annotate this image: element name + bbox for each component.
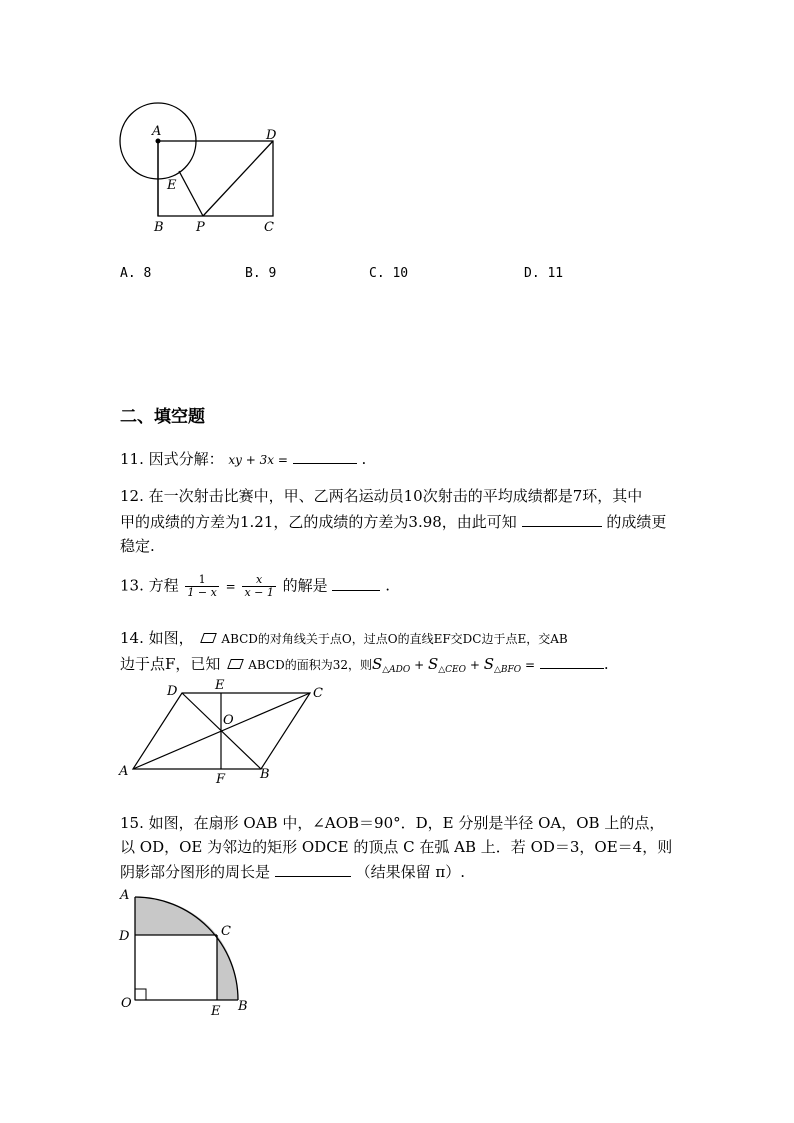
question-15-line3	[120, 862, 465, 881]
q13-frac1-numerator: 1	[185, 574, 218, 587]
label-e: E	[215, 678, 225, 693]
label-c: C	[264, 220, 274, 235]
q14-equals: =	[521, 658, 536, 672]
q14-s2: S	[427, 655, 439, 673]
shaded-region-top	[135, 897, 217, 935]
parallelogram-symbol-icon	[227, 659, 244, 669]
q13-prefix: 13. 方程	[120, 576, 179, 595]
q14-s2-sub: △CEO	[438, 665, 467, 675]
label-p: P	[196, 220, 205, 235]
q13-frac2-numerator: x	[242, 574, 275, 587]
segment-pd	[203, 141, 273, 216]
section-title: 二、填空题	[120, 407, 205, 427]
q13-answer-blank[interactable]	[332, 576, 380, 591]
q15-line3-end: （结果保留 π）.	[355, 863, 465, 881]
question-12-line1: 12. 在一次射击比赛中，甲、乙两名运动员10次射击的平均成绩都是7环，其中	[120, 487, 643, 505]
q11-answer-blank[interactable]	[293, 449, 357, 464]
label-c: C	[313, 686, 323, 701]
question-11	[120, 449, 366, 468]
q13-suffix-text: 的解是	[282, 576, 328, 595]
q14-line2-text: ABCD的面积为32，则	[248, 658, 372, 672]
question-13	[120, 574, 390, 599]
q11-expression: xy + 3x =	[228, 453, 288, 467]
q15-answer-blank[interactable]	[275, 862, 351, 877]
question-14-line2	[120, 654, 609, 676]
question-15-line1: 15. 如图，在扇形 OAB 中，∠AOB＝90°．D，E 分别是半径 OA，OB 上的点，	[120, 814, 665, 832]
parallelogram-symbol-icon	[201, 633, 218, 643]
label-o: O	[223, 713, 234, 728]
label-e: E	[167, 178, 177, 193]
figure-sector	[115, 885, 260, 1020]
point-a	[156, 139, 161, 144]
q14-end: .	[603, 655, 609, 673]
label-c: C	[221, 924, 231, 939]
q14-line1-text: ABCD的对角线关于点O，过点O的直线EF交DC边于点E，交AB	[221, 632, 568, 646]
label-e: E	[211, 1004, 221, 1019]
label-b: B	[260, 767, 270, 782]
q14-s1: S	[371, 655, 383, 673]
choice-a[interactable]: A. 8	[120, 266, 152, 281]
label-o: O	[121, 996, 132, 1011]
q14-line2-prefix: 边于点F，已知	[120, 655, 221, 673]
question-12-line3: 稳定.	[120, 537, 155, 555]
q14-s3-sub: △BFO	[493, 665, 522, 675]
figure-circle-rectangle	[110, 95, 300, 245]
q14-line1-prefix: 14. 如图，	[120, 629, 194, 647]
q14-plus1: +	[410, 658, 428, 672]
q14-s1-sub: △ADO	[382, 665, 411, 675]
shaded-region-right	[217, 935, 238, 1000]
q13-frac1-denominator: 1 − x	[187, 586, 217, 600]
label-b: B	[238, 999, 248, 1014]
question-12-line2	[120, 512, 666, 531]
q14-plus2: +	[466, 658, 484, 672]
q13-end: .	[385, 576, 391, 595]
q12-line2-end: 的成绩更	[606, 513, 667, 531]
segment-ep	[179, 171, 203, 216]
label-d: D	[266, 128, 277, 143]
label-d: D	[119, 929, 130, 944]
q14-answer-blank[interactable]	[540, 654, 604, 669]
q13-frac2-denominator: x − 1	[244, 586, 274, 600]
choice-d[interactable]: D. 11	[524, 266, 564, 281]
label-a: A	[152, 124, 162, 139]
label-b: B	[154, 220, 164, 235]
figure-parallelogram	[115, 675, 335, 790]
q12-line2-text: 甲的成绩的方差为1.21，乙的成绩的方差为3.98，由此可知	[120, 513, 517, 531]
label-f: F	[216, 772, 226, 787]
q12-answer-blank[interactable]	[522, 512, 602, 527]
question-14-line1	[120, 629, 568, 647]
label-d: D	[167, 684, 178, 699]
label-a: A	[120, 888, 130, 903]
right-angle-mark	[135, 989, 146, 1000]
q11-suffix: .	[361, 450, 367, 468]
q15-line3-text: 阴影部分图形的周长是	[120, 863, 271, 881]
q13-equals: =	[225, 579, 236, 594]
question-15-line2: 以 OD，OE 为邻边的矩形 ODCE 的顶点 C 在弧 AB 上．若 OD＝3，OE＝4，则	[120, 838, 673, 856]
q11-prefix: 11. 因式分解：	[120, 450, 224, 468]
label-a: A	[119, 764, 129, 779]
choice-c[interactable]: C. 10	[369, 266, 409, 281]
choice-b[interactable]: B. 9	[245, 266, 277, 281]
q13-fraction-2	[242, 574, 275, 599]
q14-s3: S	[483, 655, 494, 673]
q13-fraction-1	[185, 574, 218, 599]
